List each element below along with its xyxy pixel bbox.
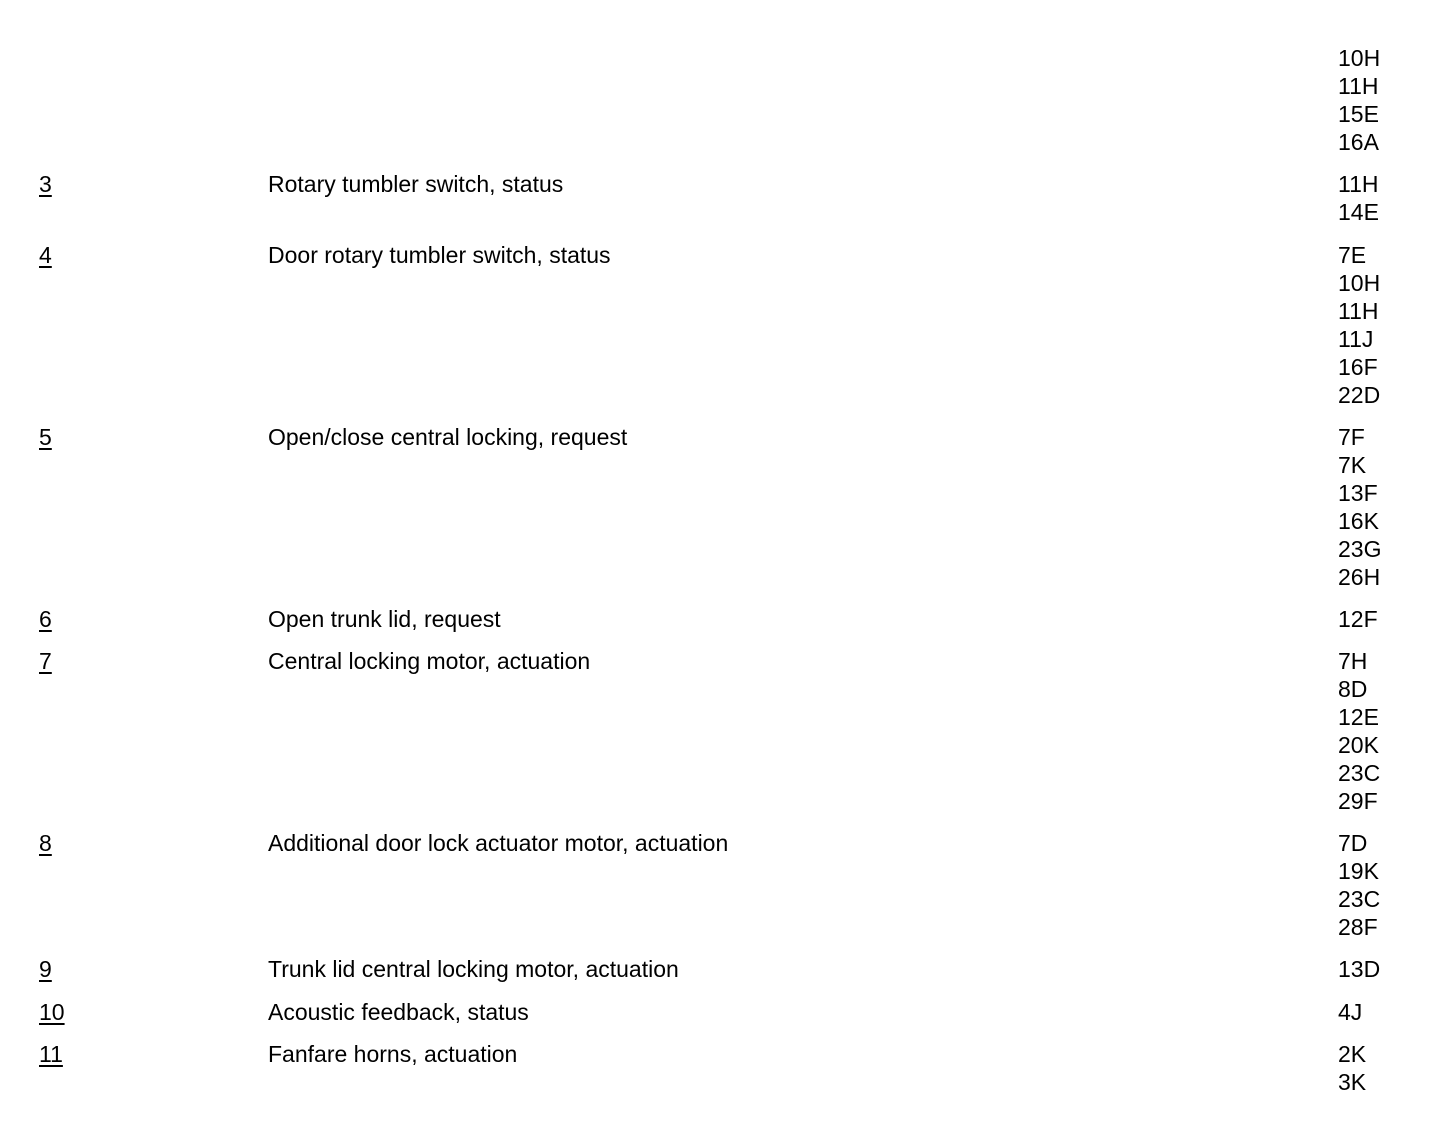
ref-list — [1338, 170, 1379, 226]
ref-code: 23G — [1338, 536, 1382, 562]
ref-code: 4J — [1338, 999, 1363, 1025]
item-number-link[interactable]: 11 — [39, 1041, 63, 1067]
ref-code: 10H — [1338, 270, 1381, 296]
ref-list — [1338, 955, 1380, 983]
ref-code: 26H — [1338, 564, 1381, 590]
ref-list — [1338, 647, 1380, 815]
item-number-link[interactable]: 10 — [39, 999, 65, 1025]
item-description: Open/close central locking, request — [268, 424, 628, 450]
ref-code: 8D — [1338, 676, 1368, 702]
ref-code: 11H — [1338, 298, 1379, 324]
ref-code: 13F — [1338, 480, 1378, 506]
item-number-link[interactable]: 8 — [39, 830, 52, 856]
item-description: Additional door lock actuator motor, actuation — [268, 830, 729, 856]
ref-list — [1338, 605, 1378, 633]
ref-code: 12E — [1338, 704, 1379, 730]
ref-code: 16A — [1338, 129, 1379, 155]
ref-list — [1338, 44, 1380, 156]
item-number-link[interactable]: 7 — [39, 648, 52, 674]
ref-code: 13D — [1338, 956, 1381, 982]
ref-code: 22D — [1338, 382, 1381, 408]
ref-code: 29F — [1338, 788, 1378, 814]
ref-code: 11J — [1338, 326, 1374, 352]
ref-code: 23C — [1338, 760, 1381, 786]
ref-code: 14E — [1338, 199, 1379, 225]
item-number-link[interactable]: 9 — [39, 956, 52, 982]
ref-list — [1338, 829, 1380, 941]
ref-list — [1338, 998, 1362, 1026]
ref-code: 12F — [1338, 606, 1378, 632]
ref-code: 23C — [1338, 886, 1381, 912]
ref-code: 16F — [1338, 354, 1378, 380]
item-description: Fanfare horns, actuation — [268, 1041, 518, 1067]
item-number-link[interactable]: 5 — [39, 424, 52, 450]
ref-list — [1338, 423, 1381, 591]
ref-code: 7K — [1338, 452, 1367, 478]
item-number-link[interactable]: 6 — [39, 606, 52, 632]
ref-list — [1338, 1040, 1366, 1096]
item-description: Rotary tumbler switch, status — [268, 171, 564, 197]
item-description: Door rotary tumbler switch, status — [268, 242, 611, 268]
item-number-link[interactable]: 4 — [39, 242, 52, 268]
item-description: Open trunk lid, request — [268, 606, 501, 632]
ref-code: 7D — [1338, 830, 1368, 856]
item-number-link[interactable]: 3 — [39, 171, 52, 197]
ref-code: 15E — [1338, 101, 1379, 127]
item-description: Trunk lid central locking motor, actuation — [268, 956, 679, 982]
ref-code: 3K — [1338, 1069, 1367, 1095]
ref-code: 2K — [1338, 1041, 1367, 1067]
ref-code: 16K — [1338, 508, 1379, 534]
ref-code: 19K — [1338, 858, 1379, 884]
ref-code: 7H — [1338, 648, 1368, 674]
ref-code: 20K — [1338, 732, 1379, 758]
ref-code: 11H — [1338, 73, 1379, 99]
ref-code: 11H — [1338, 171, 1379, 197]
ref-code: 7E — [1338, 242, 1367, 268]
item-description: Central locking motor, actuation — [268, 648, 591, 674]
ref-code: 10H — [1338, 45, 1381, 71]
ref-code: 7F — [1338, 424, 1365, 450]
ref-list — [1338, 241, 1380, 409]
ref-code: 28F — [1338, 914, 1378, 940]
item-description: Acoustic feedback, status — [268, 999, 529, 1025]
